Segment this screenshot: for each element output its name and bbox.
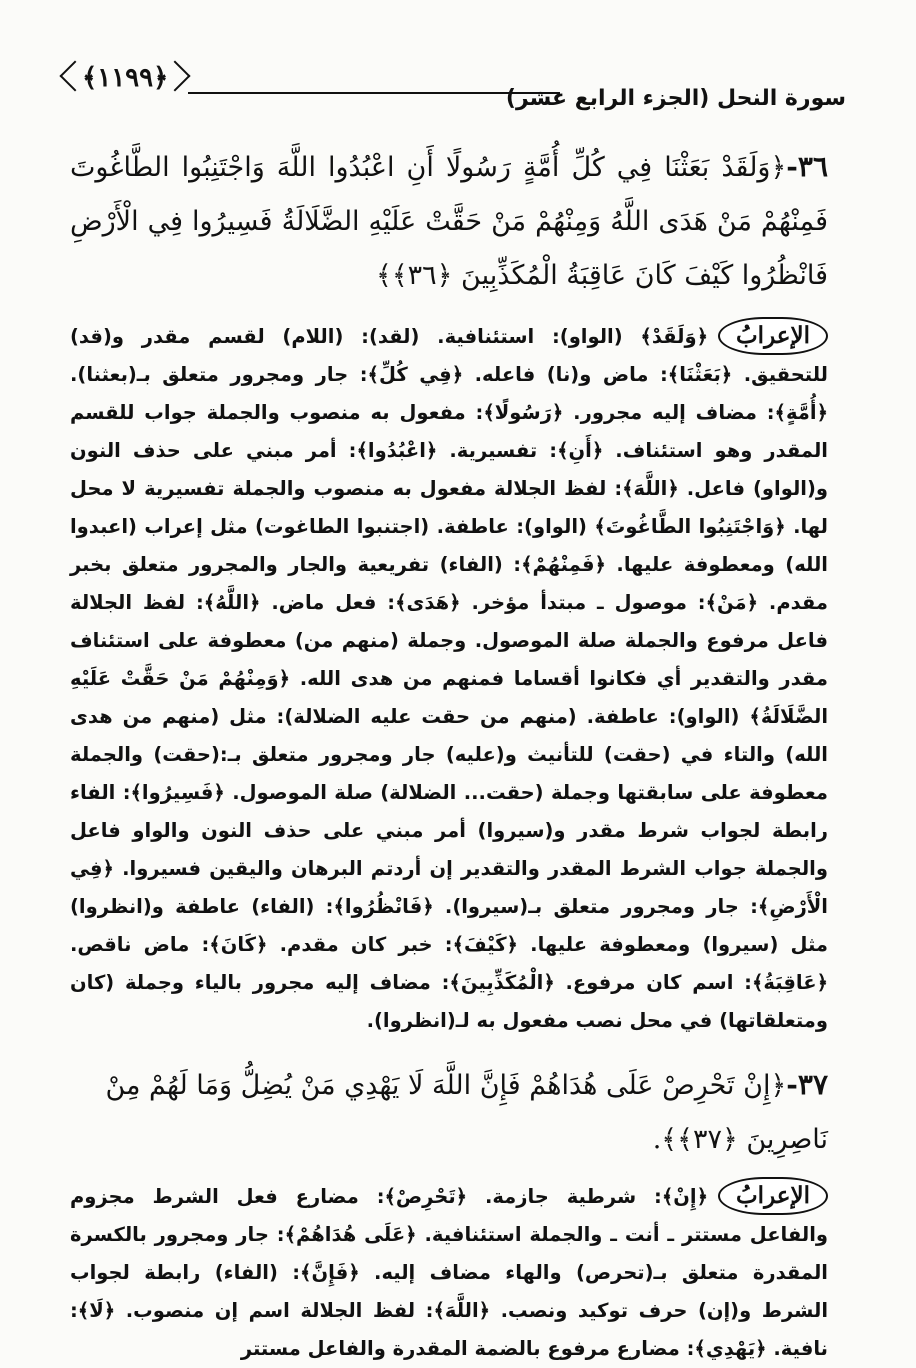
page-content — [70, 140, 828, 1360]
header-rule — [188, 92, 560, 94]
verse-number: ٣٧- — [786, 1068, 828, 1101]
irab-text: ﴿وَلَقَدْ﴾ (الواو): استئنافية. (لقد): (اللام) لقسم مقدر و(قد) للتحقيق. ﴿بَعَثْنَا﴾: ماض و(نا) فاعله. ﴿فِي كُلِّ﴾: جار ومجرور متعلق بـ(بعثنا). ﴿أُمَّةٍ﴾: مضاف إليه مجرور. ﴿رَسُولًا﴾: مفعول به منصوب والجملة جواب للقسم المقدر وهو استئناف. ﴿أَنِ﴾: تفسيرية. ﴿اعْبُدُوا﴾: أمر مبني على حذف النون و(الواو) فاعل. ﴿اللَّهَ﴾: لفظ الجلالة مفعول به منصوب والجملة تفسيرية لا محل لها. ﴿وَاجْتَنِبُوا الطَّاغُوتَ﴾ (الواو): عاطفة. (اجتنبوا الطاغوت) مثل إعراب (اعبدوا الله) ومعطوفة عليها. ﴿فَمِنْهُمْ﴾: (الفاء) تفريعية والجار والمجرور متعلق بخبر مقدم. ﴿مَنْ﴾: موصول ـ مبتدأ مؤخر. ﴿هَدَى﴾: فعل ماض. ﴿اللَّهُ﴾: لفظ الجلالة فاعل مرفوع والجملة صلة الموصول. وجملة (منهم من) معطوفة على استئناف مقدر والتقدير أي فكانوا أقساما فمنهم من هدى الله. ﴿وَمِنْهُمْ مَنْ حَقَّتْ عَلَيْهِ الضَّلَالَةُ﴾ (الواو): عاطفة. (منهم من حقت عليه الضلالة): مثل (منهم من هدى الله) والتاء في (حقت) للتأنيث و(عليه) جار ومجرور متعلق بـ:(حقت) والجملة معطوفة على سابقتها وجملة (حقت... الضلالة) صلة الموصول. ﴿فَسِيرُوا﴾: الفاء رابطة لجواب شرط مقدر و(سيروا) أمر مبني على حذف النون والواو فاعل والجملة جواب الشرط المقدر والتقدير إن أردتم البرهان واليقين فسيروا. ﴿فِي الْأَرْضِ﴾: جار ومجرور متعلق بـ(سيروا). ﴿فَانْظُرُوا﴾: (الفاء) عاطفة و(انظروا) مثل (سيروا) ومعطوفة عليها. ﴿كَيْفَ﴾: خبر كان مقدم. ﴿كَانَ﴾: ماض ناقص. ﴿عَاقِبَةُ﴾: اسم كان مرفوع. ﴿الْمُكَذِّبِينَ﴾: مضاف إليه مجرور بالياء وجملة (كان ومتعلقاتها) في محل نصب مفعول به لـ(انظروا). — [70, 325, 828, 1032]
page-header — [40, 60, 846, 120]
header-title: سورة النحل (الجزء الرابع عشر) — [505, 86, 846, 111]
irab-label: الإعرابُ — [718, 317, 828, 355]
verse-37 — [70, 1058, 828, 1167]
verse-36 — [70, 140, 828, 303]
verse-text: ﴿وَلَقَدْ بَعَثْنَا فِي كُلِّ أُمَّةٍ رَسُولًا أَنِ اعْبُدُوا اللَّهَ وَاجْتَنِبُوا الطَّاغُوتَ فَمِنْهُمْ مَنْ هَدَى اللَّهُ وَمِنْهُمْ مَنْ حَقَّتْ عَلَيْهِ الضَّلَالَةُ فَسِيرُوا فِي الْأَرْضِ فَانْظُرُوا كَيْفَ كَانَ عَاقِبَةُ الْمُكَذِّبِينَ ﴿٣٦﴾﴾ — [70, 152, 828, 291]
irab-36 — [70, 317, 828, 1040]
irab-label: الإعرابُ — [718, 1177, 828, 1215]
page-number: ﴿١١٩٩﴾ — [68, 60, 182, 96]
verse-number: ٣٦- — [786, 150, 828, 183]
irab-text: ﴿إِنْ﴾: شرطية جازمة. ﴿تَحْرِصْ﴾: مضارع فعل الشرط مجزوم والفاعل مستتر ـ أنت ـ والجملة استئنافية. ﴿عَلَى هُدَاهُمْ﴾: جار ومجرور بالكسرة المقدرة متعلق بـ(تحرص) والهاء مضاف إليه. ﴿فَإِنَّ﴾: (الفاء) رابطة لجواب الشرط و(إن) حرف توكيد ونصب. ﴿اللَّهَ﴾: لفظ الجلالة اسم إن منصوب. ﴿لَا﴾: نافية. ﴿يَهْدِي﴾: مضارع مرفوع بالضمة المقدرة والفاعل مستتر — [70, 1185, 828, 1360]
verse-text: ﴿إِنْ تَحْرِصْ عَلَى هُدَاهُمْ فَإِنَّ اللَّهَ لَا يَهْدِي مَنْ يُضِلُّ وَمَا لَهُمْ مِنْ نَاصِرِينَ ﴿٣٧﴾﴾. — [105, 1070, 828, 1155]
irab-37 — [70, 1177, 828, 1368]
